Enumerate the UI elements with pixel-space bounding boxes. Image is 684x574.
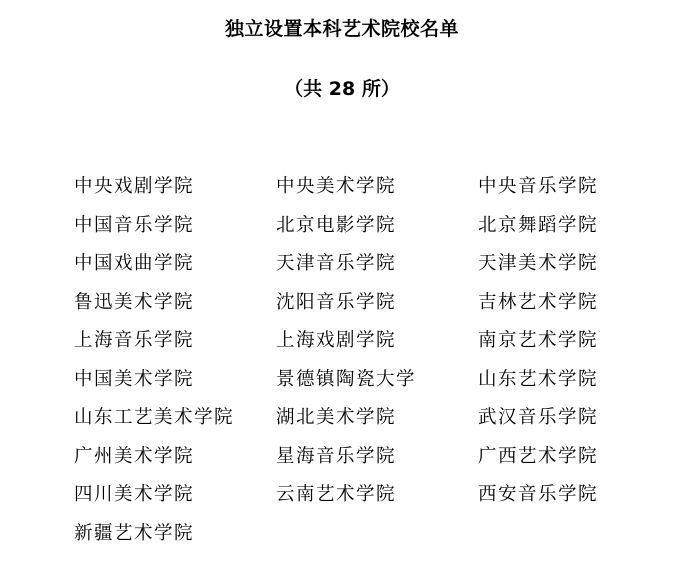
document-title: 独立设置本科艺术院校名单: [224, 18, 459, 40]
school-item: 广州美术学院: [74, 445, 195, 467]
school-item: 天津音乐学院: [276, 253, 397, 274]
school-item: 中国美术学院: [74, 368, 195, 390]
school-item: 上海音乐学院: [74, 330, 195, 351]
school-item: 山东工艺美术学院: [74, 407, 235, 428]
school-item: 星海音乐学院: [276, 445, 397, 467]
school-item: 四川美术学院: [74, 484, 195, 505]
school-item: 北京舞蹈学院: [478, 214, 599, 236]
school-item: 南京艺术学院: [478, 330, 599, 351]
school-item: 中央戏剧学院: [74, 176, 195, 197]
school-list: [74, 169, 628, 554]
school-item: 西安音乐学院: [478, 484, 599, 505]
school-item: 沈阳音乐学院: [276, 291, 397, 313]
school-item: 上海戏剧学院: [276, 330, 397, 351]
school-item: 中央音乐学院: [478, 176, 599, 197]
school-item: 中国戏曲学院: [74, 253, 195, 274]
school-item: 吉林艺术学院: [478, 291, 599, 313]
document-subtitle: （共 28 所）: [284, 78, 400, 100]
school-item: 武汉音乐学院: [478, 407, 599, 428]
school-item: 新疆艺术学院: [74, 522, 195, 544]
school-item: 鲁迅美术学院: [74, 291, 195, 313]
school-item: 中央美术学院: [276, 176, 397, 197]
school-item: 天津美术学院: [478, 253, 599, 274]
school-item: 云南艺术学院: [276, 484, 397, 505]
school-item: 景德镇陶瓷大学: [276, 368, 417, 390]
school-item: 中国音乐学院: [74, 214, 195, 236]
school-item: 湖北美术学院: [276, 407, 397, 428]
school-item: 山东艺术学院: [478, 368, 599, 390]
school-item: 北京电影学院: [276, 214, 397, 236]
school-item: 广西艺术学院: [478, 445, 599, 467]
